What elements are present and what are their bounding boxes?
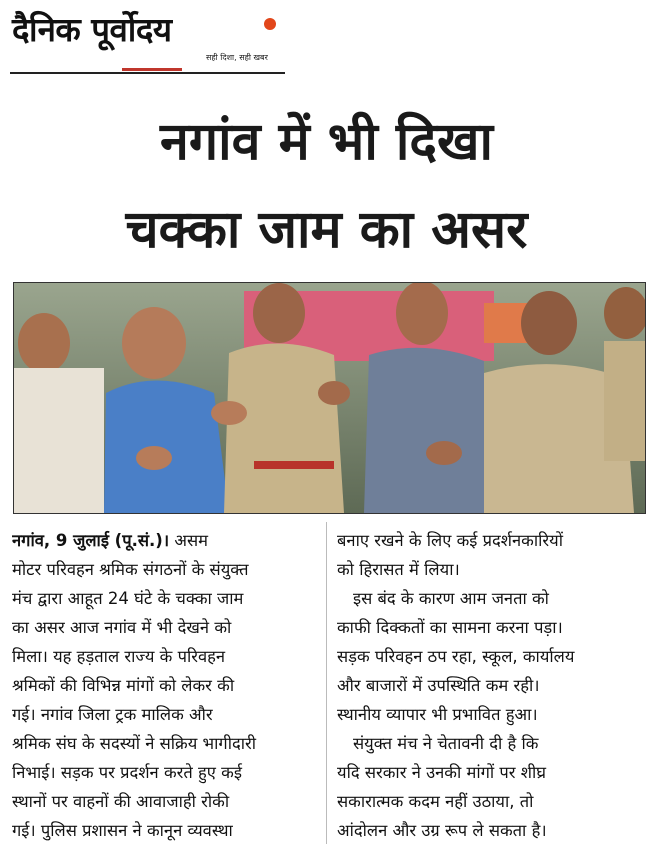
article-line: स्थानीय व्यापार भी प्रभावित हुआ।	[337, 705, 538, 724]
article-line: आंदोलन और उग्र रूप ले सकता है।	[337, 821, 547, 840]
article-line: बनाए रखने के लिए कई प्रदर्शनकारियों	[337, 531, 563, 550]
article-line: सकारात्मक कदम नहीं उठाया, तो	[337, 792, 534, 811]
masthead-rule	[10, 72, 285, 74]
article-line: श्रमिकों की विभिन्न मांगों को लेकर की	[12, 676, 235, 695]
article-line: इस बंद के कारण आम जनता को	[353, 589, 549, 608]
newspaper-logo: दैनिक पूर्वोदय	[12, 10, 172, 49]
article-line: का असर आज नगांव में भी देखने को	[12, 618, 232, 637]
column-divider	[326, 522, 327, 844]
logo-sun-icon	[264, 18, 276, 30]
article-line	[12, 526, 320, 555]
article-line: गई। नगांव जिला ट्रक मालिक और	[12, 705, 213, 724]
article-line: संयुक्त मंच ने चेतावनी दी है कि	[353, 734, 539, 753]
masthead-accent-strip	[122, 68, 182, 71]
protest-scene-illustration	[14, 283, 645, 513]
article-line: काफी दिक्कतों का सामना करना पड़ा।	[337, 618, 563, 637]
article-line-text: असम	[169, 531, 208, 550]
article-line: मिला। यह हड़ताल राज्य के परिवहन	[12, 647, 226, 666]
newspaper-tagline: सही दिशा, सही खबर	[206, 53, 268, 62]
article-line: श्रमिक संघ के सदस्यों ने सक्रिय भागीदारी	[12, 734, 257, 753]
article-line: सड़क परिवहन ठप रहा, स्कूल, कार्यालय	[337, 647, 575, 666]
headline-line-2: चक्का जाम का असर	[125, 200, 528, 260]
article-line: यदि सरकार ने उनकी मांगों पर शीघ्र	[337, 763, 547, 782]
article-line: को हिरासत में लिया।	[337, 560, 460, 579]
masthead	[10, 6, 285, 72]
headline-line-1: नगांव में भी दिखा	[159, 112, 494, 172]
article-column-left	[12, 526, 320, 845]
news-photo	[13, 282, 646, 514]
article-line: गई। पुलिस प्रशासन ने कानून व्यवस्था	[12, 821, 233, 840]
article-line: स्थानों पर वाहनों की आवाजाही रोकी	[12, 792, 230, 811]
article-line: निभाई। सड़क पर प्रदर्शन करते हुए कई	[12, 763, 242, 782]
article-line: मंच द्वारा आहूत 24 घंटे के चक्का जाम	[12, 589, 244, 608]
article-column-right	[337, 526, 643, 845]
article-line: मोटर परिवहन श्रमिक संगठनों के संयुक्त	[12, 560, 249, 579]
article-line: और बाजारों में उपस्थिति कम रही।	[337, 676, 540, 695]
article-dateline: नगांव, 9 जुलाई (पू.सं.)।	[12, 531, 170, 550]
